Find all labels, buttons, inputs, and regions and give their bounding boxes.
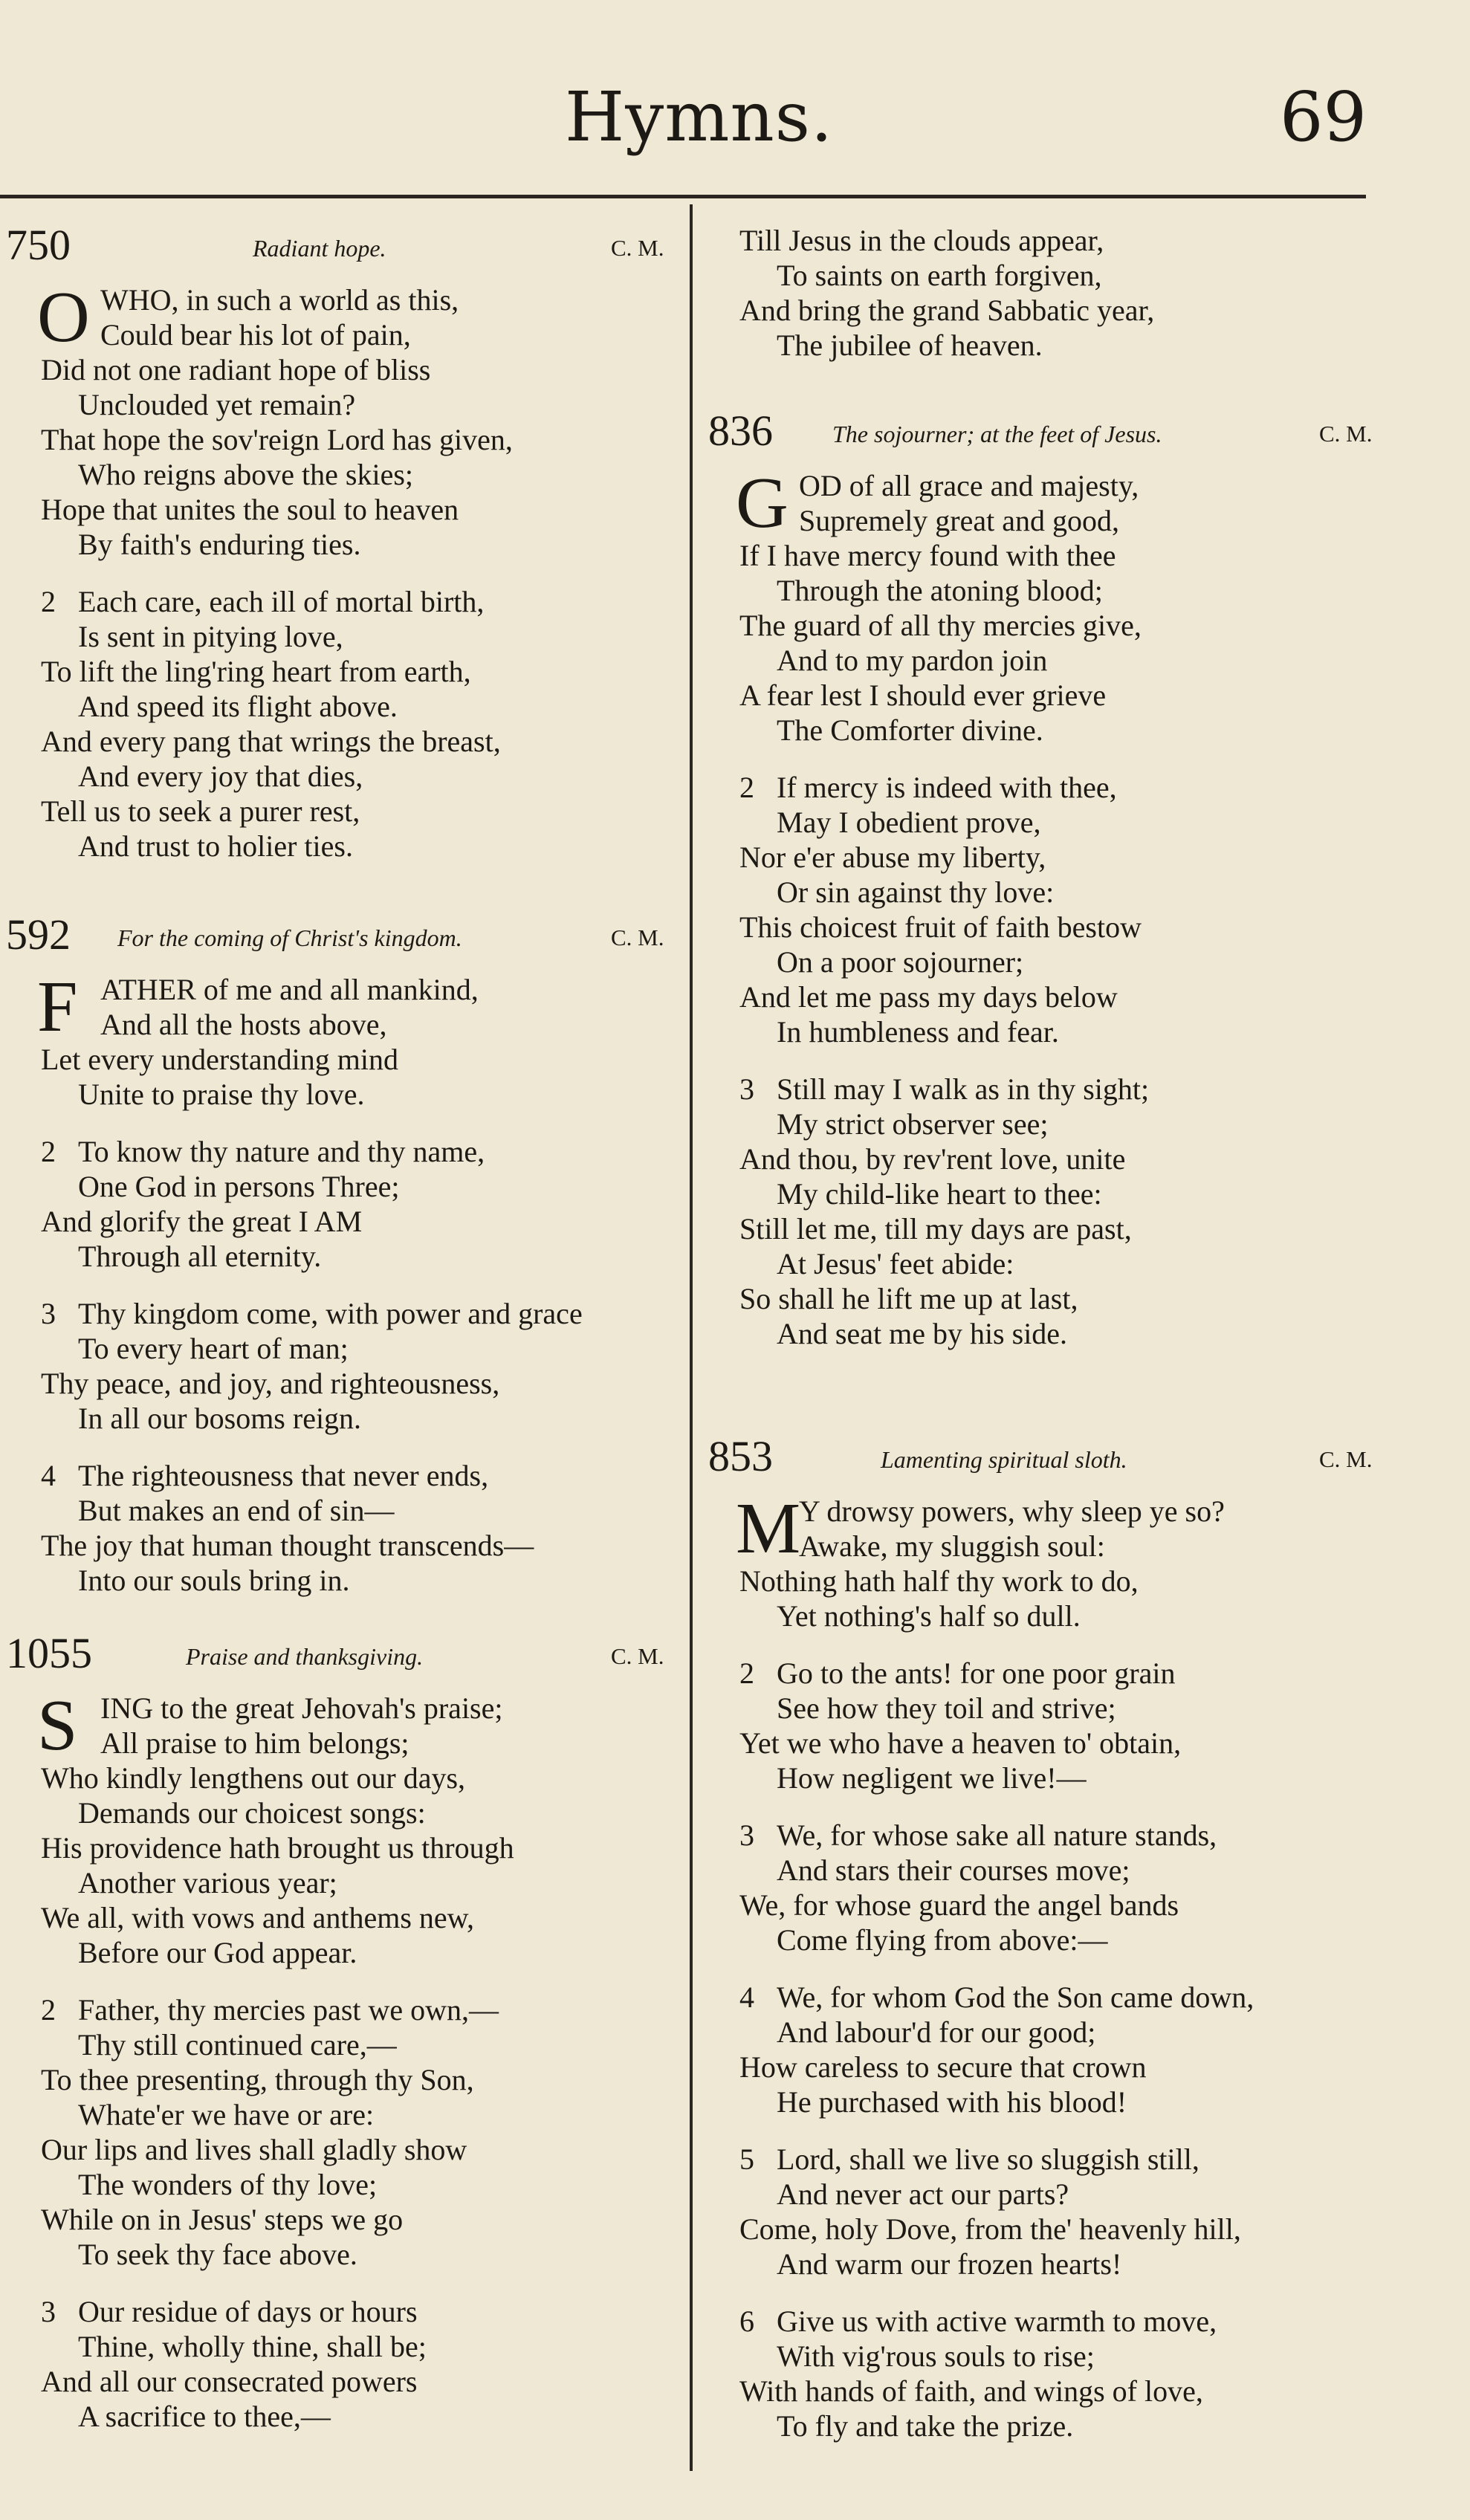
line-text: See how they toil and strive; <box>777 1691 1116 1725</box>
line-text: The wonders of thy love; <box>78 2168 378 2201</box>
line-text: Who reigns above the skies; <box>78 458 413 491</box>
line-text: But makes an end of sin— <box>78 1494 395 1527</box>
verse-line <box>41 2167 687 2202</box>
verse-line <box>41 1296 687 1331</box>
verse <box>739 1980 1445 2119</box>
line-text: The Comforter divine. <box>777 713 1043 747</box>
line-text: Still let me, till my days are past, <box>739 1212 1132 1246</box>
verse-line <box>739 2177 1445 2212</box>
line-text: A sacrifice to thee,— <box>78 2400 331 2433</box>
hymn-header <box>0 223 687 268</box>
verse <box>739 1818 1445 1957</box>
line-text: Through all eternity. <box>78 1240 322 1273</box>
drop-cap: S <box>37 1685 78 1766</box>
verse-line <box>41 2329 687 2364</box>
verse-line <box>41 1795 687 1830</box>
line-text: Our residue of days or hours <box>78 2295 418 2328</box>
verse-line <box>41 1865 687 1900</box>
verse-line <box>739 2212 1445 2247</box>
verse-line <box>41 1239 687 1274</box>
line-text: Thy peace, and joy, and righteousness, <box>41 1367 500 1400</box>
hymn-number: 836 <box>708 406 773 455</box>
verse-line <box>41 1458 687 1493</box>
line-text: Our lips and lives shall gladly show <box>41 2133 467 2166</box>
verse-line <box>41 2062 687 2097</box>
verse <box>41 584 687 864</box>
verse-line <box>41 1007 687 1042</box>
line-text: Another various year; <box>78 1866 337 1899</box>
line-text: At Jesus' feet abide: <box>777 1247 1014 1280</box>
verse-line <box>41 1691 687 1726</box>
line-text: Hope that unites the soul to heaven <box>41 493 459 526</box>
verse-line <box>739 293 1470 328</box>
line-text: Did not one radiant hope of bliss <box>41 353 431 386</box>
verse-line <box>739 1246 1445 1281</box>
verse <box>41 1458 687 1598</box>
verse-line <box>739 1141 1445 1176</box>
line-text: And trust to holier ties. <box>78 829 353 863</box>
verse-line <box>739 2374 1445 2409</box>
verse-line <box>41 829 687 864</box>
verse-line <box>41 1563 687 1598</box>
verse-line <box>739 1529 1445 1564</box>
verse-line <box>739 1888 1445 1923</box>
verse-number: 3 <box>739 1818 754 1852</box>
line-text: In all our bosoms reign. <box>78 1402 362 1435</box>
verse-line <box>41 422 687 457</box>
verse-line <box>739 770 1445 805</box>
drop-cap: G <box>736 463 789 543</box>
verse-line <box>41 2364 687 2399</box>
verse-line <box>41 619 687 654</box>
line-text: And labour'd for our good; <box>777 2015 1096 2049</box>
line-text: The righteousness that never ends, <box>78 1459 489 1492</box>
verse-line <box>739 910 1445 945</box>
hymn-header <box>0 1631 687 1676</box>
verse-line <box>739 2050 1445 2085</box>
verse-line <box>739 608 1445 643</box>
verse-line <box>41 972 687 1007</box>
verse-line <box>739 573 1445 608</box>
hymn-block <box>0 1631 687 2456</box>
verse-line <box>739 1281 1445 1316</box>
hymn-number: 592 <box>6 910 71 959</box>
line-text: ING to the great Jehovah's praise; <box>100 1691 503 1725</box>
verse <box>41 1992 687 2272</box>
verse-line <box>41 2097 687 2132</box>
line-text: The guard of all thy mercies give, <box>739 609 1142 642</box>
line-text: All praise to him belongs; <box>100 1726 409 1760</box>
verse-line <box>41 1134 687 1169</box>
hymn-verses <box>702 1489 1445 2443</box>
line-text: My child-like heart to thee: <box>777 1177 1102 1211</box>
hymn-subject: Praise and thanksgiving. <box>186 1643 424 1670</box>
verse-line <box>739 678 1445 713</box>
line-text: Awake, my sluggish soul: <box>799 1529 1105 1563</box>
verse-line <box>739 875 1445 910</box>
verse-line <box>41 387 687 422</box>
verse <box>41 1296 687 1436</box>
line-text: ATHER of me and all mankind, <box>100 973 479 1006</box>
line-text: Go to the ants! for one poor grain <box>777 1656 1176 1690</box>
verse-line <box>739 328 1470 363</box>
line-text: To every heart of man; <box>78 1332 349 1365</box>
line-text: Y drowsy powers, why sleep ye so? <box>799 1494 1225 1528</box>
line-text: And seat me by his side. <box>777 1317 1068 1350</box>
verse-line <box>739 945 1445 979</box>
verse-line <box>739 1599 1445 1633</box>
verse-line <box>739 643 1445 678</box>
hymn-subject: Radiant hope. <box>253 235 386 262</box>
hymn-block <box>702 1434 1445 2466</box>
hymn-block <box>0 910 687 1620</box>
line-text: Come, holy Dove, from the' heavenly hill, <box>739 2212 1241 2246</box>
verse-line <box>739 2409 1445 2443</box>
hymn-verses <box>0 277 687 864</box>
drop-cap: F <box>37 967 78 1047</box>
verse-line <box>41 584 687 619</box>
page-title: Hymns. <box>565 77 834 157</box>
verse-line <box>41 2132 687 2167</box>
hymn-meter: C. M. <box>611 1643 664 1669</box>
hymn-subject: The sojourner; at the feet of Jesus. <box>832 421 1162 447</box>
hymn-block <box>702 406 1445 1373</box>
hymn-verses <box>0 967 687 1598</box>
verse-line <box>739 1818 1445 1853</box>
verse-line <box>739 1211 1445 1246</box>
verse-line <box>739 1761 1445 1795</box>
verse-line <box>41 2027 687 2062</box>
verse-number: 2 <box>41 1135 56 1168</box>
verse-line <box>41 794 687 829</box>
line-text: With vig'rous souls to rise; <box>777 2339 1095 2373</box>
verse-line <box>739 1923 1445 1957</box>
line-text: Lord, shall we live so sluggish still, <box>777 2142 1199 2176</box>
line-text: Thy still continued care,— <box>78 2028 397 2061</box>
line-text: May I obedient prove, <box>777 806 1041 839</box>
verse-line <box>739 538 1445 573</box>
verse-number: 3 <box>739 1072 754 1106</box>
line-text: If mercy is indeed with thee, <box>777 771 1117 804</box>
verse-line <box>739 468 1445 503</box>
line-text: One God in persons Three; <box>78 1170 400 1203</box>
hymn-subject: For the coming of Christ's kingdom. <box>117 924 462 951</box>
verse-number: 3 <box>41 1297 56 1330</box>
verse-line <box>739 1107 1445 1141</box>
hymn-verses <box>702 463 1445 1351</box>
line-text: Or sin against thy love: <box>777 875 1055 909</box>
line-text: His providence hath brought us through <box>41 1831 514 1865</box>
verse-line <box>739 2142 1445 2177</box>
drop-cap: O <box>37 277 90 357</box>
line-text: A fear lest I should ever grieve <box>739 678 1107 712</box>
verse-line <box>739 1726 1445 1761</box>
hymn-subject: Lamenting spiritual sloth. <box>881 1446 1127 1473</box>
line-text: Father, thy mercies past we own,— <box>78 1993 499 2027</box>
verse-number: 2 <box>739 771 754 804</box>
verse-line <box>739 2085 1445 2119</box>
line-text: That hope the sov'reign Lord has given, <box>41 423 513 456</box>
verse-line <box>41 492 687 527</box>
page-number: 69 <box>1280 77 1367 157</box>
hymn-meter: C. M. <box>611 235 664 261</box>
line-text: Nothing hath half thy work to do, <box>739 1564 1139 1598</box>
verse-line <box>41 2237 687 2272</box>
line-text: In humbleness and fear. <box>777 1015 1059 1049</box>
line-text: OD of all grace and majesty, <box>799 469 1139 502</box>
verse <box>41 2294 687 2434</box>
line-text: Whate'er we have or are: <box>78 2098 375 2131</box>
verse-line <box>739 223 1470 258</box>
page-header <box>0 0 1470 186</box>
line-text: Unite to praise thy love. <box>78 1078 365 1111</box>
line-text: And to my pardon join <box>777 644 1048 677</box>
verse-line <box>739 1494 1445 1529</box>
verse-line <box>41 1169 687 1204</box>
line-text: By faith's enduring ties. <box>78 528 361 561</box>
verse-number: 4 <box>739 1980 754 2014</box>
verse <box>41 1134 687 1274</box>
verse-line <box>739 1014 1445 1049</box>
verse <box>37 967 687 1112</box>
line-text: On a poor sojourner; <box>777 945 1024 979</box>
verse-line <box>41 654 687 689</box>
line-text: To fly and take the prize. <box>777 2409 1074 2443</box>
line-text: Till Jesus in the clouds appear, <box>739 224 1104 257</box>
line-text: To thee presenting, through thy Son, <box>41 2063 474 2096</box>
verse-number: 3 <box>41 2295 56 2328</box>
line-text: And let me pass my days below <box>739 980 1118 1014</box>
verse-line <box>41 2399 687 2434</box>
line-text: Through the atoning blood; <box>777 574 1103 607</box>
verse-line <box>41 1830 687 1865</box>
verse-line <box>41 457 687 492</box>
verse <box>739 2142 1445 2281</box>
line-text: Come flying from above:— <box>777 1923 1108 1957</box>
verse-line <box>739 1980 1445 2015</box>
verse-number: 4 <box>41 1459 56 1492</box>
verse-line <box>739 1853 1445 1888</box>
line-text: Into our souls bring in. <box>78 1564 350 1597</box>
verse-line <box>41 1204 687 1239</box>
line-text: And speed its flight above. <box>78 690 398 723</box>
verse-number: 2 <box>41 585 56 618</box>
verse-line <box>739 1656 1445 1691</box>
verse-line <box>739 1564 1445 1599</box>
line-text: If I have mercy found with thee <box>739 539 1116 572</box>
line-text: Thy kingdom come, with power and grace <box>78 1297 583 1330</box>
line-text: We, for whose sake all nature stands, <box>777 1818 1217 1852</box>
line-text: My strict observer see; <box>777 1107 1049 1141</box>
verse-line <box>41 1761 687 1795</box>
line-text: Give us with active warmth to move, <box>777 2304 1217 2338</box>
verse-line <box>739 2015 1445 2050</box>
line-text: And never act our parts? <box>777 2177 1069 2211</box>
verse-line <box>739 713 1445 748</box>
verse-line <box>739 258 1470 293</box>
line-text: So shall he lift me up at last, <box>739 1282 1078 1315</box>
drop-cap: M <box>736 1489 801 1569</box>
line-text: How careless to secure that crown <box>739 2050 1147 2084</box>
line-text: Thine, wholly thine, shall be; <box>78 2330 427 2363</box>
line-text: How negligent we live!— <box>777 1761 1087 1795</box>
verse-number: 6 <box>739 2304 754 2338</box>
line-text: To saints on earth forgiven, <box>777 259 1102 292</box>
verse-number: 2 <box>41 1993 56 2027</box>
verse-line <box>739 840 1445 875</box>
verse <box>736 1489 1445 1633</box>
verse-line <box>41 1992 687 2027</box>
verse-line <box>739 805 1445 840</box>
verse-line <box>41 1401 687 1436</box>
hymn-meter: C. M. <box>1319 421 1373 447</box>
line-text: Supremely great and good, <box>799 504 1119 537</box>
verse-line <box>41 2202 687 2237</box>
line-text: Nor e'er abuse my liberty, <box>739 840 1046 874</box>
hymn-meter: C. M. <box>1319 1446 1373 1472</box>
verse-line <box>41 689 687 724</box>
verse-line <box>41 1528 687 1563</box>
verse-line <box>41 1077 687 1112</box>
verse-line <box>739 503 1445 538</box>
verse-line <box>739 2304 1445 2339</box>
line-text: Demands our choicest songs: <box>78 1796 426 1830</box>
line-text: Let every understanding mind <box>41 1043 398 1076</box>
verse-line <box>41 1726 687 1761</box>
verse-number: 5 <box>739 2142 754 2176</box>
line-text: Tell us to seek a purer rest, <box>41 794 360 828</box>
line-text: Yet nothing's half so dull. <box>777 1599 1081 1633</box>
verse-line <box>41 1935 687 1970</box>
line-text: And bring the grand Sabbatic year, <box>739 294 1155 327</box>
verse-line <box>41 282 687 317</box>
verse <box>37 277 687 562</box>
hymn-header <box>702 1434 1445 1479</box>
line-text: We, for whom God the Son came down, <box>777 1980 1254 2014</box>
line-text: We, for whose guard the angel bands <box>739 1888 1179 1922</box>
line-text: Could bear his lot of pain, <box>100 318 411 352</box>
hymn-verses <box>0 1685 687 2434</box>
verse <box>739 770 1445 1049</box>
line-text: And every joy that dies, <box>78 759 363 793</box>
verse-line <box>739 1316 1445 1351</box>
line-text: WHO, in such a world as this, <box>100 283 459 317</box>
line-text: And every pang that wrings the breast, <box>41 725 501 758</box>
verse-line <box>739 2247 1445 2281</box>
line-text: And all the hosts above, <box>100 1008 387 1041</box>
verse <box>739 1656 1445 1795</box>
verse-line <box>41 1493 687 1528</box>
verse-line <box>739 1072 1445 1107</box>
verse-line <box>739 1691 1445 1726</box>
column-divider <box>690 204 693 2471</box>
verse-line <box>41 724 687 759</box>
verse-line <box>41 1366 687 1401</box>
line-text: Before our God appear. <box>78 1936 357 1969</box>
verse-line <box>41 352 687 387</box>
verse <box>739 1072 1445 1351</box>
line-text: And thou, by rev'rent love, unite <box>739 1142 1126 1176</box>
line-text: Is sent in pitying love, <box>78 620 343 653</box>
verse <box>739 2304 1445 2443</box>
hymn-meter: C. M. <box>611 924 664 950</box>
line-text: We all, with vows and anthems new, <box>41 1901 474 1934</box>
line-text: Who kindly lengthens out our days, <box>41 1761 466 1795</box>
line-text: This choicest fruit of faith bestow <box>739 910 1142 944</box>
verse <box>37 1685 687 1970</box>
verse-line <box>41 1331 687 1366</box>
line-text: And glorify the great I AM <box>41 1205 363 1238</box>
verse-line <box>41 527 687 562</box>
line-text: While on in Jesus' steps we go <box>41 2203 404 2236</box>
hymn-block <box>0 223 687 886</box>
hymn-number: 750 <box>6 221 71 269</box>
line-text: He purchased with his blood! <box>777 2085 1127 2119</box>
verse-line <box>41 1042 687 1077</box>
line-text: And warm our frozen hearts! <box>777 2247 1122 2281</box>
verse <box>736 463 1445 748</box>
line-text: And all our consecrated powers <box>41 2365 418 2398</box>
line-text: Yet we who have a heaven to' obtain, <box>739 1726 1182 1760</box>
verse-line <box>41 2294 687 2329</box>
line-text: Still may I walk as in thy sight; <box>777 1072 1150 1106</box>
line-text: And stars their courses move; <box>777 1853 1130 1887</box>
line-text: The joy that human thought transcends— <box>41 1529 534 1562</box>
line-text: With hands of faith, and wings of love, <box>739 2374 1203 2408</box>
line-text: The jubilee of heaven. <box>777 328 1043 362</box>
hymn-number: 1055 <box>6 1629 92 1677</box>
header-rule <box>0 195 1366 198</box>
verse-line <box>41 759 687 794</box>
hymn-continuation <box>702 223 1470 363</box>
hymn-number: 853 <box>708 1432 773 1480</box>
verse-line <box>41 317 687 352</box>
line-text: Unclouded yet remain? <box>78 388 356 421</box>
verse-line <box>739 1176 1445 1211</box>
verse-line <box>41 1900 687 1935</box>
hymn-header <box>0 910 687 959</box>
line-text: To lift the ling'ring heart from earth, <box>41 655 471 688</box>
verse-line <box>739 979 1445 1014</box>
verse-number: 2 <box>739 1656 754 1690</box>
line-text: To seek thy face above. <box>78 2238 357 2271</box>
hymn-header <box>702 406 1445 455</box>
line-text: Each care, each ill of mortal birth, <box>78 585 485 618</box>
verse-line <box>739 2339 1445 2374</box>
line-text: To know thy nature and thy name, <box>78 1135 485 1168</box>
